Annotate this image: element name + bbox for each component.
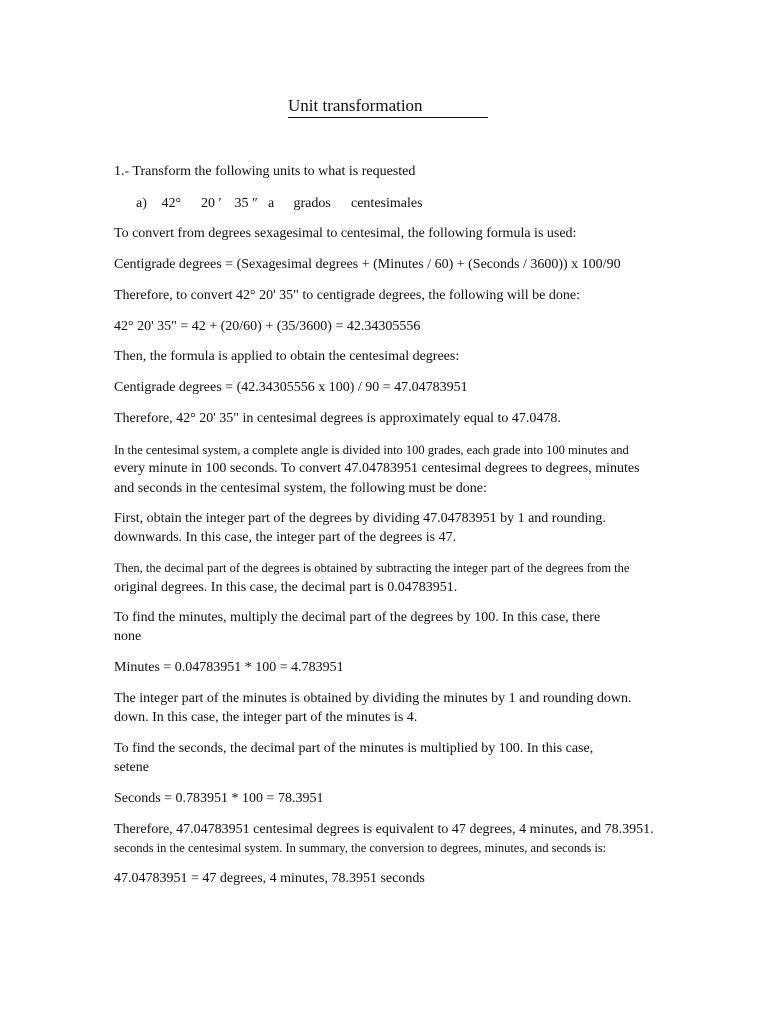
- item-a-word2: centesimales: [351, 196, 423, 211]
- text-line: To convert from degrees sexagesimal to centesimal, the following formula is used:: [114, 226, 577, 241]
- text-line: First, obtain the integer part of the degrees by dividing 47.04783951 by 1 and rounding.: [114, 511, 606, 526]
- text-line: down. In this case, the integer part of the minutes is 4.: [114, 710, 418, 725]
- document-title: Unit transformation: [288, 96, 488, 118]
- text-line: Therefore, to convert 42° 20' 35" to centigrade degrees, the following will be done:: [114, 288, 580, 303]
- text-line: none: [114, 629, 142, 644]
- item-a-word1: grados: [293, 196, 331, 211]
- formula-line: 47.04783951 = 47 degrees, 4 minutes, 78.3951 seconds: [114, 871, 425, 886]
- item-a-seconds: 35 ″: [234, 196, 258, 211]
- item-a-prep: a: [268, 196, 275, 211]
- text-line: and seconds in the centesimal system, the following must be done:: [114, 481, 487, 496]
- item-a-label: a): [136, 196, 147, 211]
- text-line: In the centesimal system, a complete angle is divided into 100 grades, each grade into 100 minutes and: [114, 443, 629, 457]
- text-line: setene: [114, 760, 149, 775]
- item-a: [136, 194, 423, 213]
- formula-line: Seconds = 0.783951 * 100 = 78.3951: [114, 791, 324, 806]
- text-line: To find the minutes, multiply the decimal part of the degrees by 100. In this case, there: [114, 610, 601, 625]
- text-line: To find the seconds, the decimal part of the minutes is multiplied by 100. In this case,: [114, 741, 594, 756]
- text-line: Then, the formula is applied to obtain the centesimal degrees:: [114, 349, 460, 364]
- question-text: 1.- Transform the following units to what is requested: [114, 164, 416, 179]
- text-line: Therefore, 42° 20' 35" in centesimal degrees is approximately equal to 47.0478.: [114, 411, 561, 426]
- item-a-minutes: 20 ′: [201, 196, 222, 211]
- formula-line: 42° 20' 35" = 42 + (20/60) + (35/3600) = 42.34305556: [114, 319, 421, 334]
- formula-line: Centigrade degrees = (Sexagesimal degrees + (Minutes / 60) + (Seconds / 3600)) x 100/90: [114, 257, 621, 272]
- text-line: downwards. In this case, the integer part of the degrees is 47.: [114, 530, 457, 545]
- formula-line: Minutes = 0.04783951 * 100 = 4.783951: [114, 660, 344, 675]
- text-line: original degrees. In this case, the decimal part is 0.04783951.: [114, 580, 458, 595]
- text-line: Then, the decimal part of the degrees is obtained by subtracting the integer part of the degrees from the: [114, 561, 630, 575]
- text-line: seconds in the centesimal system. In summary, the conversion to degrees, minutes, and seconds is:: [114, 841, 607, 855]
- text-line: Therefore, 47.04783951 centesimal degrees is equivalent to 47 degrees, 4 minutes, and 78.3951.: [114, 822, 654, 837]
- text-line: The integer part of the minutes is obtained by dividing the minutes by 1 and rounding down.: [114, 691, 632, 706]
- item-a-degrees: 42°: [161, 196, 182, 211]
- formula-line: Centigrade degrees = (42.34305556 x 100) / 90 = 47.04783951: [114, 380, 468, 395]
- text-line: every minute in 100 seconds. To convert 47.04783951 centesimal degrees to degrees, minutes: [114, 461, 640, 476]
